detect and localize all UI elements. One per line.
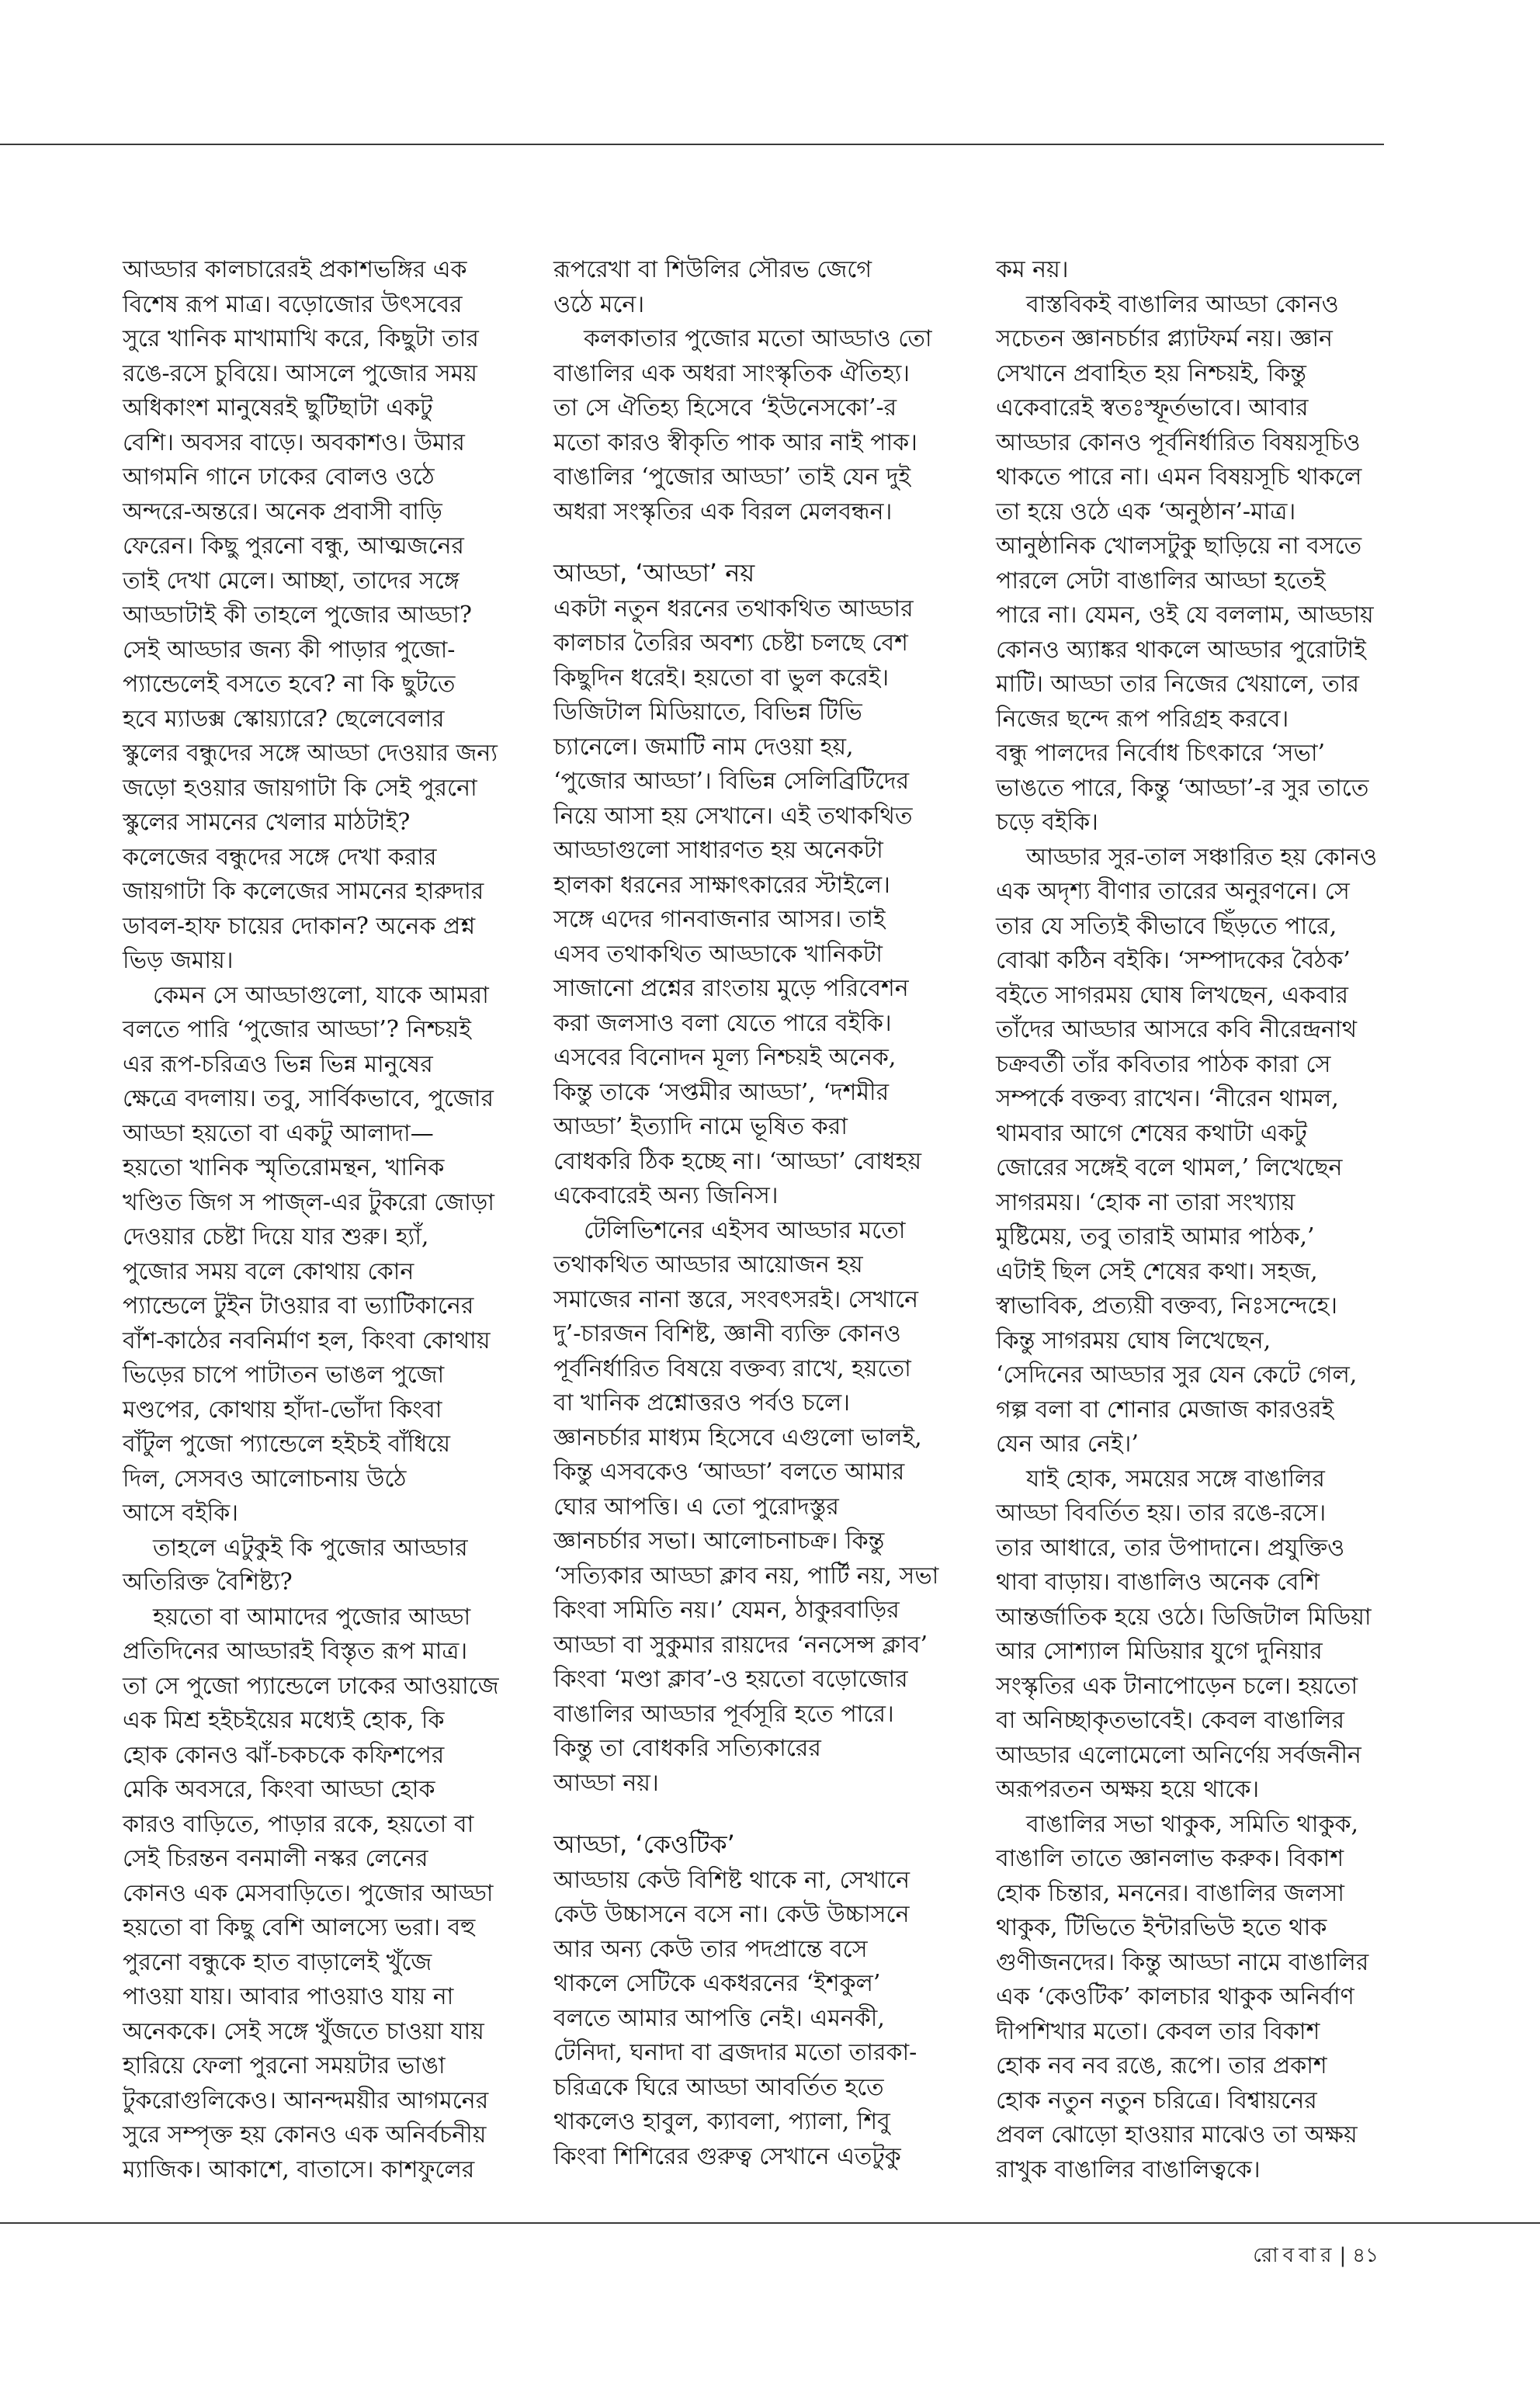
text-line: বলতে পারি ‘পুজোর আড্ডা’? নিশ্চয়ই (123, 1016, 471, 1043)
text-line: কিন্তু এসবকেও ‘আড্ডা’ বলতে আমার (553, 1458, 905, 1486)
text-line: থাবা বাড়ায়। বাঙালিও অনেক বেশি (996, 1569, 1320, 1596)
text-line: আড্ডার কালচারেরই প্রকাশভঙ্গির এক (123, 256, 467, 283)
text-line: প্রবল ঝোড়ো হাওয়ার মাঝেও তা অক্ষয় (996, 2121, 1358, 2148)
magazine-name: রোববার (1253, 2244, 1337, 2267)
text-line: অধরা সংস্কৃতির এক বিরল মেলবন্ধন। (553, 498, 893, 525)
text-line: মাটি। আড্ডা তার নিজের খেয়ালে, তার (996, 671, 1360, 698)
section-heading: আড্ডা, ‘কেওটিক’ (553, 1829, 735, 1859)
text-line: ভাঙতে পারে, কিন্তু ‘আড্ডা’-র সুর তাতে (996, 774, 1369, 802)
text-line: কলকাতার পুজোর মতো আড্ডাও তো (584, 325, 932, 352)
text-line: টেনিদা, ঘনাদা বা ব্রজদার মতো তারকা- (553, 2039, 917, 2066)
text-line: প্যান্ডেলে টুইন টাওয়ার বা ভ্যাটিকানের (123, 1292, 474, 1320)
text-line: আড্ডা বা সুকুমার রায়দের ‘ননসেন্স ক্লাব’ (553, 1631, 928, 1659)
text-line: স্কুলের সামনের খেলার মাঠটাই? (123, 809, 411, 836)
text-line: সেই আড্ডার জন্য কী পাড়ার পুজো- (123, 636, 456, 664)
text-line: চরিত্রকে ঘিরে আড্ডা আবর্তিত হতে (553, 2073, 884, 2101)
text-line: হোক নব নব রঙে, রূপে। তার প্রকাশ (996, 2052, 1327, 2079)
text-line: ‘সেদিনের আড্ডার সুর যেন কেটে গেল, (996, 1361, 1358, 1389)
text-line: বেশি। অবসর বাড়ে। অবকাশও। উমার (123, 428, 465, 456)
text-line: চক্রবর্তী তাঁর কবিতার পাঠক কারা সে (996, 1050, 1331, 1078)
text-line: জ্ঞানচর্চার সভা। আলোচনাচক্র। কিন্তু (553, 1528, 885, 1555)
text-line: ডিজিটাল মিডিয়াতে, বিভিন্ন টিভি (553, 699, 862, 726)
text-line: সুরে খানিক মাখামাখি করে, কিছুটা তার (123, 325, 479, 352)
text-line: রাখুক বাঙালির বাঙালিত্বকে। (996, 2155, 1261, 2183)
paragraph (123, 253, 511, 979)
paragraph (553, 322, 942, 529)
text-line: মুষ্টিমেয়, তবু তারাই আমার পাঠক,’ (996, 1223, 1315, 1250)
text-line: আড্ডার কোনও পূর্বনির্ধারিত বিষয়সূচিও (996, 428, 1361, 456)
text-line: যাই হোক, সময়ের সঙ্গে বাঙালির (1026, 1465, 1325, 1493)
text-line: পুরনো বন্ধুকে হাত বাড়ালেই খুঁজে (123, 1948, 432, 1976)
text-line: পুজোর সময় বলে কোথায় কোন (123, 1257, 414, 1285)
text-line: সেই চিরন্তন বনমালী নস্কর লেনের (123, 1845, 428, 1872)
text-line: থামবার আগে শেষের কথাটা একটু (996, 1119, 1307, 1147)
text-line: আড্ডা বিবর্তিত হয়। তার রঙে-রসে। (996, 1500, 1327, 1527)
text-line: আসে বইকি। (123, 1500, 239, 1527)
text-line: আগমনি গানে ঢাকের বোলও ওঠে (123, 463, 435, 491)
text-line: কলেজের বন্ধুদের সঙ্গে দেখা করার (123, 843, 437, 871)
text-line: করা জলসাও বলা যেতে পারে বইকি। (553, 1009, 892, 1037)
text-line: কিংবা ‘মণ্ডা ক্লাব’-ও হয়তো বড়োজোর (553, 1666, 908, 1693)
paragraph (123, 1601, 511, 2188)
text-line: থাকতে পারে না। এমন বিষয়সূচি থাকলে (996, 463, 1362, 491)
text-line: পাওয়া যায়। আবার পাওয়াও যায় না (123, 1983, 454, 2010)
text-line: চ্যানেলে। জমাটি নাম দেওয়া হয়, (553, 733, 854, 761)
text-line: কেমন সে আড্ডাগুলো, যাকে আমরা (153, 981, 489, 1009)
text-line: কম নয়। (996, 256, 1069, 283)
text-line: গুণীজনদের। কিন্তু আড্ডা নামে বাঙালির (996, 1948, 1369, 1976)
text-line: আড্ডা’ ইত্যাদি নামে ভূষিত করা (553, 1113, 848, 1140)
text-line: কিংবা শিশিরের গুরুত্ব সেখানে এতটুকু (553, 2142, 901, 2170)
text-line: থাকলে সেটিকে একধরনের ‘ইশকুল’ (553, 1970, 881, 1997)
text-line: আন্তর্জাতিক হয়ে ওঠে। ডিজিটাল মিডিয়া (996, 1603, 1372, 1631)
text-line: স্বাভাবিক, প্রত্যয়ী বক্তব্য, নিঃসন্দেহে। (996, 1292, 1338, 1320)
text-line: বাস্তবিকই বাঙালির আড্ডা কোনও (1026, 290, 1339, 318)
text-line: এর রূপ-চরিত্রও ভিন্ন ভিন্ন মানুষের (123, 1050, 433, 1078)
text-line: বাঙালি তাতে জ্ঞানলাভ করুক। বিকাশ (996, 1845, 1344, 1872)
text-line: রূপরেখা বা শিউলির সৌরভ জেগে (553, 256, 872, 283)
paragraph (996, 841, 1384, 1462)
text-line: তা সে ঐতিহ্য হিসেবে ‘ইউনেসকো’-র (553, 394, 897, 421)
text-line: চড়ে বইকি। (996, 809, 1098, 836)
text-line: টেলিভিশনের এইসব আড্ডার মতো (584, 1216, 906, 1244)
paragraph (553, 1864, 942, 2175)
bottom-rule (0, 2222, 1540, 2224)
text-line: বিশেষ রূপ মাত্র। বড়োজোর উৎসবের (123, 290, 463, 318)
text-line: এটাই ছিল সেই শেষের কথা। সহজ, (996, 1257, 1318, 1285)
article-column-3 (996, 253, 1384, 2187)
text-line: হয়তো বা আমাদের পুজোর আড্ডা (153, 1603, 471, 1631)
text-line: বাঁটুল পুজো প্যান্ডেলে হইচই বাঁধিয়ে (123, 1431, 451, 1458)
text-line: আড্ডায় কেউ বিশিষ্ট থাকে না, সেখানে (553, 1866, 910, 1894)
text-line: দিল, সেসবও আলোচনায় উঠে (123, 1465, 407, 1493)
article-column-1 (123, 253, 511, 2187)
text-line: পারলে সেটা বাঙালির আড্ডা হতেই (996, 567, 1326, 595)
text-line: কালচার তৈরির অবশ্য চেষ্টা চলছে বেশ (553, 629, 908, 657)
text-line: বলতে আমার আপত্তি নেই। এমনকী, (553, 2004, 885, 2032)
text-line: এক ‘কেওটিক’ কালচার থাকুক অনির্বাণ (996, 1983, 1354, 2010)
text-line: জোরের সঙ্গেই বলে থামল,’ লিখেছেন (996, 1154, 1343, 1181)
text-line: আড্ডাটাই কী তাহলে পুজোর আড্ডা? (123, 602, 473, 629)
text-line: প্রতিদিনের আড্ডারই বিস্তৃত রূপ মাত্র। (123, 1638, 468, 1665)
text-line: ঘোর আপত্তি। এ তো পুরোদস্তুর (553, 1493, 839, 1521)
text-line: জায়গাটা কি কলেজের সামনের হারুদার (123, 878, 484, 905)
text-line: থাকুক, টিভিতে ইন্টারভিউ হতে থাক (996, 1914, 1327, 1941)
text-line: ‘সত্যিকার আড্ডা ক্লাব নয়, পার্টি নয়, সভা (553, 1562, 939, 1590)
text-line: ডাবল-হাফ চায়ের দোকান? অনেক প্রশ্ন (123, 912, 476, 940)
text-line: গল্প বলা বা শোনার মেজাজ কারওরই (996, 1396, 1334, 1424)
text-line: হারিয়ে ফেলা পুরনো সময়টার ভাঙা (123, 2052, 446, 2079)
text-line: একেবারেই অন্য জিনিস। (553, 1182, 779, 1209)
paragraph (553, 592, 942, 1214)
text-line: হোক কোনও ঝাঁ-চকচকে কফিশপের (123, 1741, 445, 1769)
text-line: খণ্ডিত জিগ স পাজ্‌ল-এর টুকরো জোড়া (123, 1188, 494, 1216)
text-line: বাঙালির আড্ডার পূর্বসূরি হতে পারে। (553, 1700, 894, 1728)
text-line: কোনও এক মেসবাড়িতে। পুজোর আড্ডা (123, 1879, 494, 1907)
text-line: বাঁশ-কাঠের নবনির্মাণ হল, কিংবা কোথায় (123, 1327, 491, 1354)
text-line: এক মিশ্র হইচইয়ের মধ্যেই হোক, কি (123, 1707, 445, 1734)
text-line: আড্ডার সুর-তাল সঞ্চারিত হয় কোনও (1026, 843, 1378, 871)
footer-separator: | (1339, 2244, 1347, 2267)
text-line: ভিড়ের চাপে পাটাতন ভাঙল পুজো (123, 1361, 445, 1389)
text-line: সংস্কৃতির এক টানাপোড়েন চলে। হয়তো (996, 1672, 1358, 1700)
text-line: অধিকাংশ মানুষেরই ছুটিছাটা একটু (123, 394, 433, 421)
text-line: জ্ঞানচর্চার মাধ্যম হিসেবে এগুলো ভালই, (553, 1424, 922, 1451)
text-line: আনুষ্ঠানিক খোলসটুকু ছাড়িয়ে না বসতে (996, 532, 1362, 560)
text-line: প্যান্ডেলেই বসতে হবে? না কি ছুটতে (123, 671, 456, 698)
top-rule (0, 144, 1384, 145)
text-line: হালকা ধরনের সাক্ষাৎকারের স্টাইলে। (553, 871, 890, 899)
paragraph (553, 253, 942, 322)
text-line: সম্পর্কে বক্তব্য রাখেন। ‘নীরেন থামল, (996, 1085, 1339, 1112)
text-line: আর অন্য কেউ তার পদপ্রান্তে বসে (553, 1935, 868, 1963)
text-line: এসবের বিনোদন মূল্য নিশ্চয়ই অনেক, (553, 1044, 897, 1071)
text-line: সঙ্গে এদের গানবাজনার আসর। তাই (553, 906, 886, 933)
text-line: অনেককে। সেই সঙ্গে খুঁজতে চাওয়া যায় (123, 2017, 484, 2045)
text-line: সাগরময়। ‘হোক না তারা সংখ্যায় (996, 1188, 1295, 1216)
text-line: যেন আর নেই।’ (996, 1431, 1139, 1458)
text-line: ফেরেন। কিছু পুরনো বন্ধু, আত্মজনের (123, 532, 464, 560)
text-line: তাই দেখা মেলে। আচ্ছা, তাদের সঙ্গে (123, 567, 460, 595)
text-line: স্কুলের বন্ধুদের সঙ্গে আড্ডা দেওয়ার জন্য (123, 740, 498, 767)
text-line: তা হয়ে ওঠে এক ‘অনুষ্ঠান’-মাত্র। (996, 498, 1296, 525)
text-line: বাঙালির সভা থাকুক, সমিতি থাকুক, (1026, 1810, 1358, 1838)
text-line: ভিড় জমায়। (123, 947, 234, 974)
text-line: তাহলে এটুকুই কি পুজোর আড্ডার (153, 1534, 468, 1562)
paragraph (123, 979, 511, 1531)
page-footer (1253, 2239, 1379, 2273)
text-line: আড্ডা হয়তো বা একটু আলাদা— (123, 1119, 434, 1147)
text-line: হয়তো বা কিছু বেশি আলস্যে ভরা। বহু (123, 1914, 476, 1941)
text-line: একেবারেই স্বতঃস্ফূর্তভাবে। আবার (996, 394, 1309, 421)
text-line: কিন্তু তা বোধকরি সত্যিকারের (553, 1735, 821, 1762)
text-line: তার আধারে, তার উপাদানে। প্রযুক্তিও (996, 1534, 1345, 1562)
text-line: সচেতন জ্ঞানচর্চার প্ল্যাটফর্ম নয়। জ্ঞান (996, 325, 1333, 352)
paragraph (996, 1808, 1384, 2188)
paragraph (996, 288, 1384, 841)
text-line: আড্ডাগুলো সাধারণত হয় অনেকটা (553, 837, 883, 864)
text-line: কারও বাড়িতে, পাড়ার রকে, হয়তো বা (123, 1810, 474, 1838)
text-line: বা অনিচ্ছাকৃতভাবেই। কেবল বাঙালির (996, 1707, 1344, 1734)
text-line: মেকি অবসরে, কিংবা আড্ডা হোক (123, 1776, 435, 1803)
text-line: সেখানে প্রবাহিত হয় নিশ্চয়ই, কিন্তু (996, 359, 1306, 387)
text-line: রঙে-রসে চুবিয়ে। আসলে পুজোর সময় (123, 359, 477, 387)
text-line: এক অদৃশ্য বীণার তারের অনুরণনে। সে (996, 878, 1350, 905)
text-line: নিজের ছন্দে রূপ পরিগ্রহ করবে। (996, 705, 1289, 733)
text-line: কিন্তু সাগরময় ঘোষ লিখেছেন, (996, 1327, 1271, 1354)
text-line: হয়তো খানিক স্মৃতিরোমন্থন, খানিক (123, 1154, 445, 1181)
text-line: টুকরোগুলিকেও। আনন্দময়ীর আগমনের (123, 2086, 489, 2114)
paragraph (123, 1531, 511, 1601)
text-line: হোক চিন্তার, মননের। বাঙালির জলসা (996, 1879, 1344, 1907)
page-number: ৪১ (1352, 2244, 1379, 2267)
paragraph (996, 1462, 1384, 1808)
text-line: বাঙালির এক অধরা সাংস্কৃতিক ঐতিহ্য। (553, 359, 910, 387)
text-line: জড়ো হওয়ার জায়গাটা কি সেই পুরনো (123, 774, 477, 802)
text-line: কিছুদিন ধরেই। হয়তো বা ভুল করেই। (553, 664, 890, 692)
text-line: বা খানিক প্রশ্নোত্তরও পর্বও চলে। (553, 1389, 850, 1417)
text-line: দু’-চারজন বিশিষ্ট, জ্ঞানী ব্যক্তি কোনও (553, 1320, 901, 1347)
text-line: একটা নতুন ধরনের তথাকথিত আড্ডার (553, 595, 914, 623)
text-line: এসব তথাকথিত আড্ডাকে খানিকটা (553, 940, 883, 968)
text-line: অরূপরতন অক্ষয় হয়ে থাকে। (996, 1776, 1260, 1803)
text-line: সাজানো প্রশ্নের রাংতায় মুড়ে পরিবেশন (553, 975, 909, 1002)
text-line: সুরে সম্পৃক্ত হয় কোনও এক অনির্বচনীয় (123, 2121, 487, 2148)
text-line: অতিরিক্ত বৈশিষ্ট্য? (123, 1569, 293, 1596)
text-line: থাকলেও হাবুল, ক্যাবলা, প্যালা, শিবু (553, 2108, 890, 2135)
text-line: বোধকরি ঠিক হচ্ছে না। ‘আড্ডা’ বোধহয় (553, 1147, 922, 1175)
text-line: দেওয়ার চেষ্টা দিয়ে যার শুরু। হ্যাঁ, (123, 1223, 429, 1250)
text-line: মতো কারও স্বীকৃতি পাক আর নাই পাক। (553, 428, 917, 456)
text-line: আড্ডা নয়। (553, 1769, 659, 1797)
text-line: বোঝা কঠিন বইকি। ‘সম্পাদকের বৈঠক’ (996, 947, 1351, 974)
text-line: অন্দরে-অন্তরে। অনেক প্রবাসী বাড়ি (123, 498, 442, 525)
text-line: নিয়ে আসা হয় সেখানে। এই তথাকথিত (553, 802, 913, 830)
text-line: কেউ উচ্চাসনে বসে না। কেউ উচ্চাসনে (553, 1901, 910, 1928)
text-line: তথাকথিত আড্ডার আয়োজন হয় (553, 1251, 863, 1278)
text-line: বইতে সাগরময় ঘোষ লিখছেন, একবার (996, 981, 1348, 1009)
text-line: বন্ধু পালদের নির্বোধ চিৎকারে ‘সভা’ (996, 740, 1326, 767)
text-line: আর সোশ্যাল মিডিয়ার যুগে দুনিয়ার (996, 1638, 1323, 1665)
text-line: পূর্বনির্ধারিত বিষয়ে বক্তব্য রাখে, হয়তো (553, 1354, 911, 1382)
article-column-2 (553, 253, 942, 2174)
text-line: কিন্তু তাকে ‘সপ্তমীর আড্ডা’, ‘দশমীর (553, 1078, 890, 1106)
text-line: হবে ম্যাডক্স স্কোয়্যারে? ছেলেবেলার (123, 705, 445, 733)
text-line: ম্যাজিক। আকাশে, বাতাসে। কাশফুলের (123, 2155, 475, 2183)
text-line: পারে না। যেমন, ওই যে বললাম, আড্ডায় (996, 602, 1374, 629)
text-line: হোক নতুন নতুন চরিত্রে। বিশ্বায়নের (996, 2086, 1317, 2114)
text-line: ক্ষেত্রে বদলায়। তবু, সার্বিকভাবে, পুজোর (123, 1085, 494, 1112)
paragraph (996, 253, 1384, 288)
text-line: তা সে পুজো প্যান্ডেলে ঢাকের আওয়াজে (123, 1672, 499, 1700)
text-line: কোনও অ্যাঙ্কর থাকলে আড্ডার পুরোটাই (996, 636, 1366, 664)
text-line: তাঁদের আড্ডার আসরে কবি নীরেন্দ্রনাথ (996, 1016, 1358, 1043)
section-heading: আড্ডা, ‘আড্ডা’ নয় (553, 558, 755, 588)
text-line: সমাজের নানা স্তরে, সংবৎসরই। সেখানে (553, 1285, 919, 1313)
text-line: দীপশিখার মতো। কেবল তার বিকাশ (996, 2017, 1320, 2045)
text-line: বাঙালির ‘পুজোর আড্ডা’ তাই যেন দুই (553, 463, 911, 491)
text-line: ‘পুজোর আড্ডা’। বিভিন্ন সেলিব্রিটিদের (553, 768, 910, 795)
paragraph (553, 1214, 942, 1802)
text-line: আড্ডার এলোমেলো অনির্ণেয় সর্বজনীন (996, 1741, 1361, 1769)
text-line: কিংবা সমিতি নয়।’ যেমন, ঠাকুরবাড়ির (553, 1597, 900, 1624)
text-line: ওঠে মনে। (553, 290, 645, 318)
text-line: তার যে সত্যিই কীভাবে ছিঁড়তে পারে, (996, 912, 1337, 940)
text-line: মণ্ডপের, কোথায় হাঁদা-ভোঁদা কিংবা (123, 1396, 442, 1424)
